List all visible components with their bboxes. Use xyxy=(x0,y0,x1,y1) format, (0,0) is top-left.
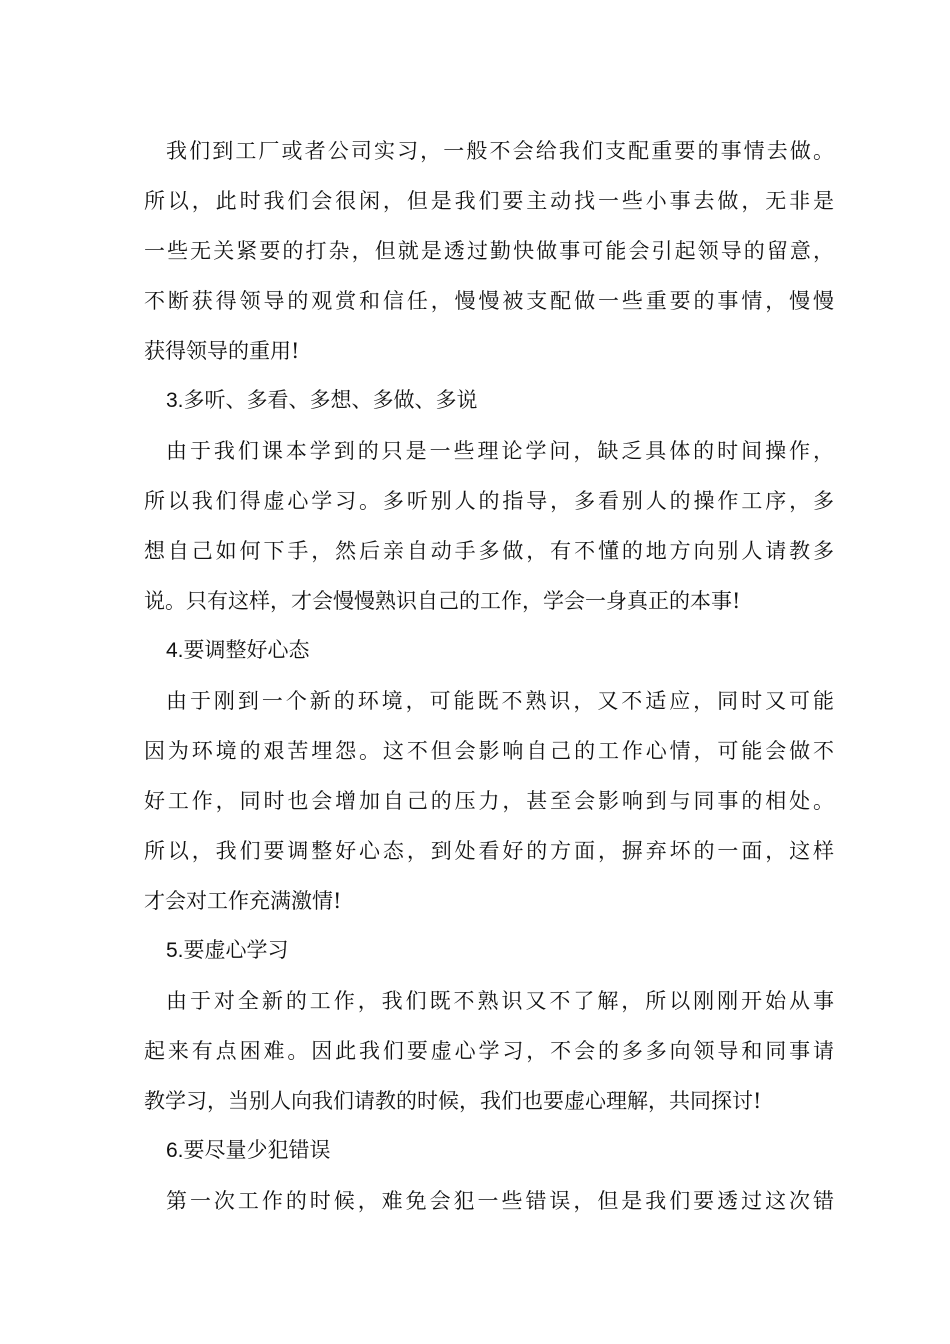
paragraph-line: 第一次工作的时候，难免会犯一些错误，但是我们要透过这次错 xyxy=(166,1189,834,1213)
paragraph-line: 起来有点困难。因此我们要虚心学习，不会的多多向领导和同事请 xyxy=(144,1039,834,1063)
paragraph-line: 所以，此时我们会很闲，但是我们要主动找一些小事去做，无非是 xyxy=(144,189,834,213)
paragraph-line: 获得领导的重用! xyxy=(144,339,300,363)
paragraph-line: 因为环境的艰苦埋怨。这不但会影响自己的工作心情，可能会做不 xyxy=(144,739,834,763)
paragraph-line: 说。只有这样，才会慢慢熟识自己的工作，学会一身真正的本事! xyxy=(144,589,741,613)
paragraph-line: 所以我们得虚心学习。多听别人的指导，多看别人的操作工序，多 xyxy=(144,489,834,513)
paragraph-line: 所以，我们要调整好心态，到处看好的方面，摒弃坏的一面，这样 xyxy=(144,839,834,863)
paragraph-line: 想自己如何下手，然后亲自动手多做，有不懂的地方向别人请教多 xyxy=(144,539,834,563)
paragraph-line: 我们到工厂或者公司实习，一般不会给我们支配重要的事情去做。 xyxy=(166,139,834,163)
section-heading: 3.多听、多看、多想、多做、多说 xyxy=(166,389,478,412)
paragraph-line: 好工作，同时也会增加自己的压力，甚至会影响到与同事的相处。 xyxy=(144,789,834,813)
paragraph-line: 不断获得领导的观赏和信任，慢慢被支配做一些重要的事情，慢慢 xyxy=(144,289,834,313)
paragraph-line: 才会对工作充满激情! xyxy=(144,889,342,913)
paragraph-line: 由于我们课本学到的只是一些理论学问，缺乏具体的时间操作， xyxy=(166,439,834,463)
paragraph-line: 由于刚到一个新的环境，可能既不熟识，又不适应，同时又可能 xyxy=(166,689,834,713)
section-heading: 4.要调整好心态 xyxy=(166,639,310,662)
section-heading: 5.要虚心学习 xyxy=(166,939,289,962)
paragraph-line: 一些无关紧要的打杂，但就是透过勤快做事可能会引起领导的留意， xyxy=(144,239,834,263)
paragraph-line: 教学习，当别人向我们请教的时候，我们也要虚心理解，共同探讨! xyxy=(144,1089,762,1113)
paragraph-line: 由于对全新的工作，我们既不熟识又不了解，所以刚刚开始从事 xyxy=(166,989,834,1013)
document-body xyxy=(144,126,834,1226)
section-heading: 6.要尽量少犯错误 xyxy=(166,1139,331,1162)
